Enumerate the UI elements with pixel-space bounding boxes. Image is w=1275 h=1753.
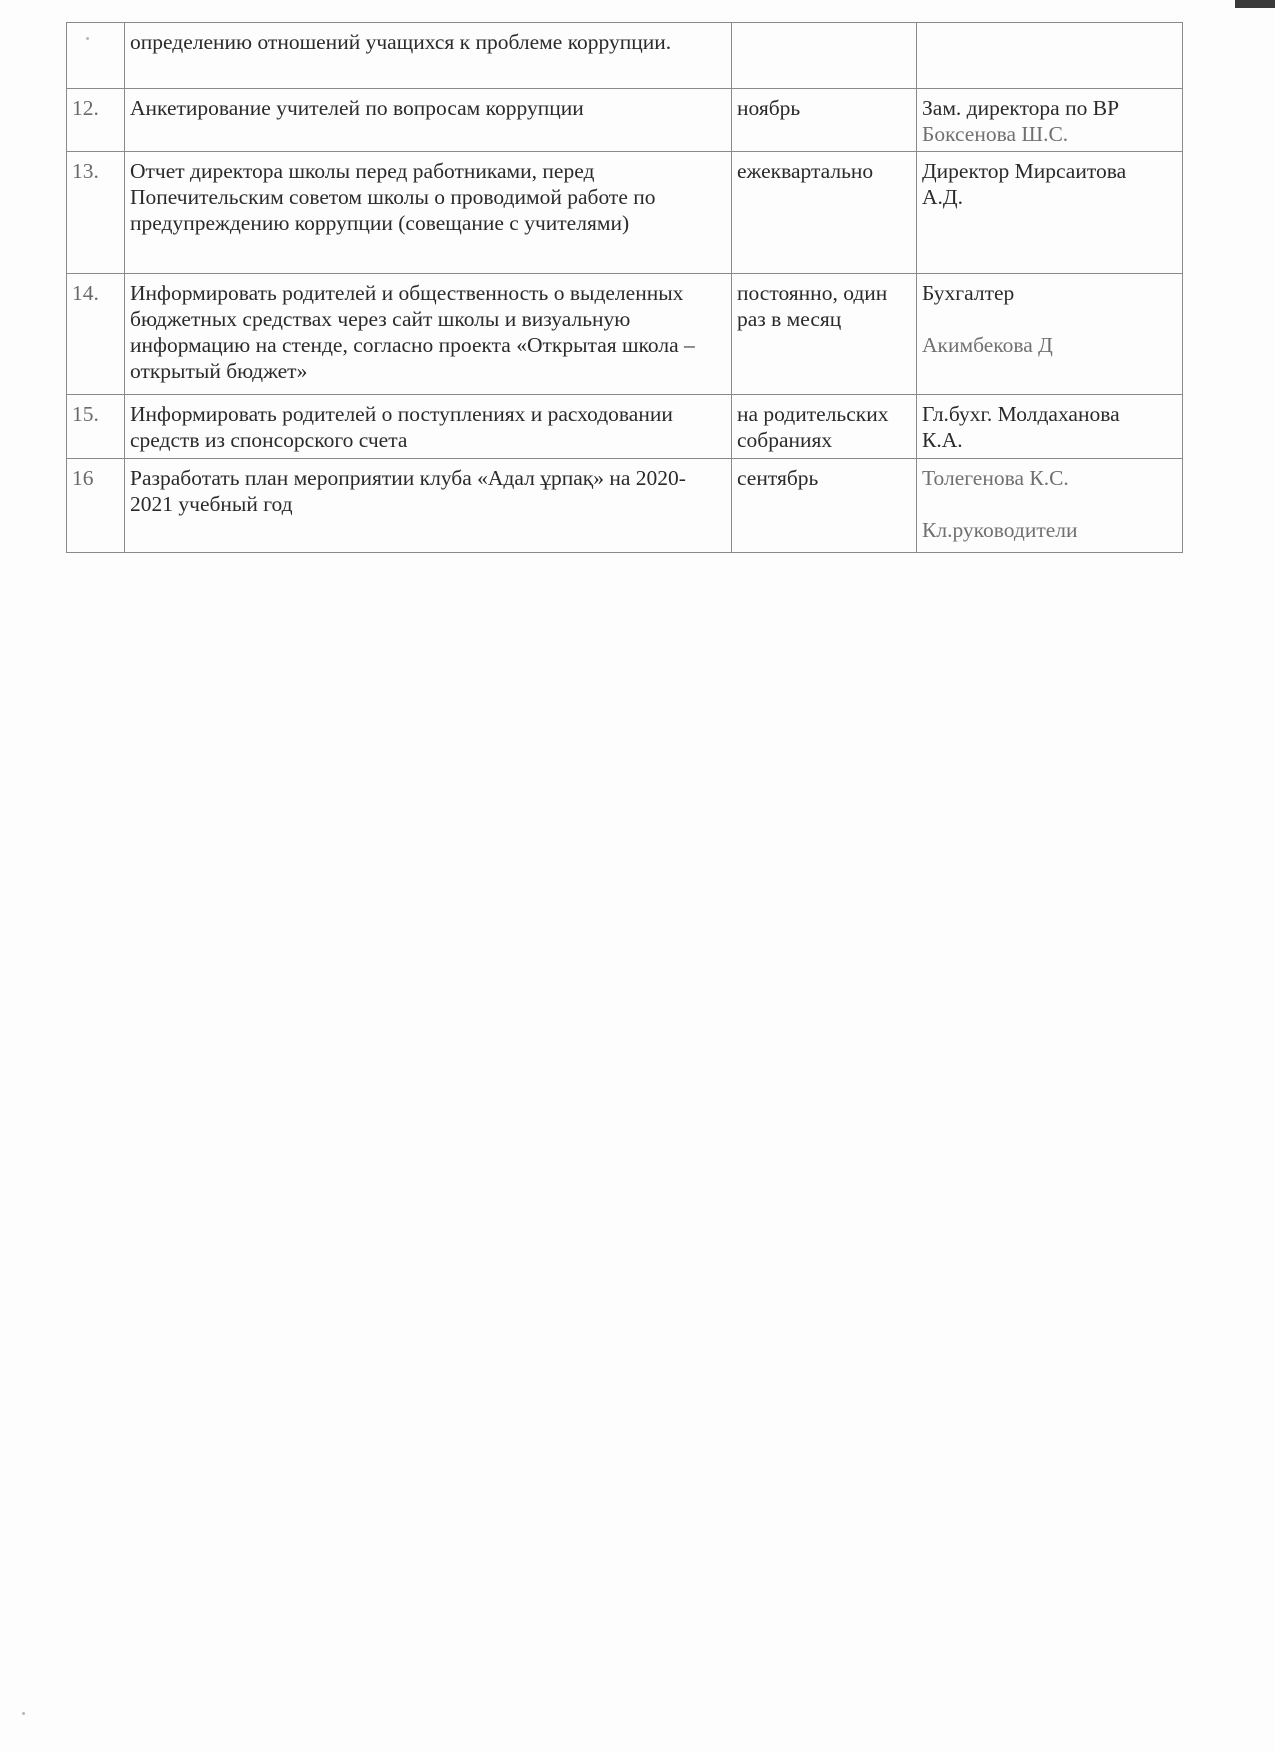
responsible-line: Зам. директора по ВР — [922, 96, 1120, 120]
responsible-cell — [917, 395, 1183, 459]
activity-cell: Информировать родителей и общественность о выделенных бюджетных средствах через сайт школы и визуальную информацию на стенде, согласно проекта «Открытая школа – открытый бюджет» — [125, 274, 732, 395]
responsible-line: Бухгалтер — [922, 281, 1015, 305]
responsible-cell — [917, 274, 1183, 395]
responsible-cell — [917, 23, 1183, 89]
activity-cell: Информировать родителей о поступлениях и расходовании средств из спонсорского счета — [125, 395, 732, 459]
activity-cell: Разработать план мероприятии клуба «Адал ұрпақ» на 2020-2021 учебный год — [125, 459, 732, 553]
term-cell: сентябрь — [732, 459, 917, 553]
term-cell: ежеквартально — [732, 152, 917, 274]
row-number — [67, 23, 125, 89]
table-row — [67, 395, 1183, 459]
responsible-line: Боксенова Ш.С. — [922, 122, 1069, 146]
responsible-line: Кл.руководители — [922, 518, 1078, 542]
responsible-cell — [917, 89, 1183, 152]
table-row — [67, 152, 1183, 274]
table-row — [67, 23, 1183, 89]
row-number: 16 — [67, 459, 125, 553]
term-cell: постоянно, один раз в месяц — [732, 274, 917, 395]
table-row — [67, 89, 1183, 152]
term-cell: на родительских собраниях — [732, 395, 917, 459]
responsible-line: Директор Мирсаитова — [922, 159, 1127, 183]
row-number: 14. — [67, 274, 125, 395]
table-row — [67, 274, 1183, 395]
term-cell: ноябрь — [732, 89, 917, 152]
line-gap — [922, 306, 1177, 332]
responsible-line: К.А. — [922, 428, 963, 452]
table-row — [67, 459, 1183, 553]
line-gap — [922, 491, 1177, 517]
scan-speck — [22, 1712, 25, 1715]
responsible-cell — [917, 152, 1183, 274]
row-number: 12. — [67, 89, 125, 152]
responsible-cell — [917, 459, 1183, 553]
activity-cell: определению отношений учащихся к проблеме коррупции. — [125, 23, 732, 89]
activity-cell: Анкетирование учителей по вопросам коррупции — [125, 89, 732, 152]
activity-cell: Отчет директора школы перед работниками, перед Попечительским советом школы о проводимой работе по предупреждению коррупции (совещание с учителями) — [125, 152, 732, 274]
responsible-line: А.Д. — [922, 185, 963, 209]
row-number: 13. — [67, 152, 125, 274]
term-cell — [732, 23, 917, 89]
scan-corner-mark — [1235, 0, 1275, 8]
anticorruption-plan-table — [66, 22, 1183, 553]
responsible-line: Толегенова К.С. — [922, 466, 1069, 490]
responsible-line: Гл.бухг. Молдаханова — [922, 402, 1120, 426]
row-number: 15. — [67, 395, 125, 459]
responsible-line: Акимбекова Д — [922, 333, 1053, 357]
